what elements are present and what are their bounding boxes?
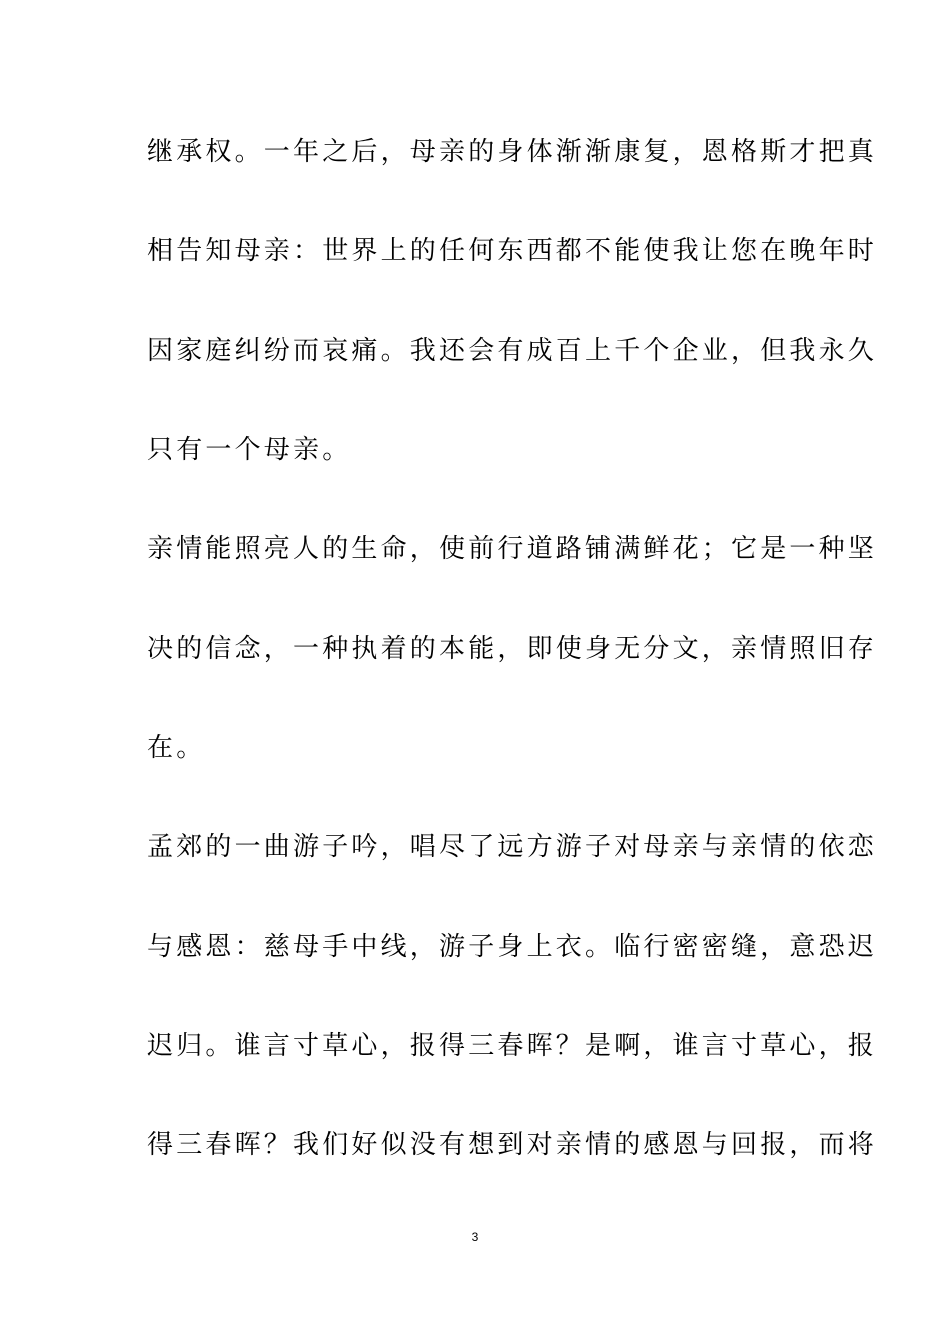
text-line-2: 相告知母亲：世界上的任何东西都不能使我让您在晚年时 xyxy=(147,236,878,266)
text-line-3: 因家庭纠纷而哀痛。我还会有成百上千个企业，但我永久 xyxy=(147,336,878,366)
text-line-9: 与感恩：慈母手中线，游子身上衣。临行密密缝，意恐迟 xyxy=(147,932,878,962)
text-line-5: 亲情能照亮人的生命，使前行道路铺满鲜花；它是一种坚 xyxy=(147,534,878,564)
text-line-1: 继承权。一年之后，母亲的身体渐渐康复，恩格斯才把真 xyxy=(147,137,878,167)
text-line-6: 决的信念，一种执着的本能，即使身无分文，亲情照旧存 xyxy=(147,634,878,664)
text-line-7: 在。 xyxy=(147,733,206,763)
text-line-11: 得三春晖？我们好似没有想到对亲情的感恩与回报，而将 xyxy=(147,1130,878,1160)
text-line-8: 孟郊的一曲游子吟，唱尽了远方游子对母亲与亲情的依恋 xyxy=(147,832,878,862)
text-line-10: 迟归。谁言寸草心，报得三春晖？是啊，谁言寸草心，报 xyxy=(147,1031,878,1061)
page-number: 3 xyxy=(471,1230,479,1244)
text-line-4: 只有一个母亲。 xyxy=(147,435,352,465)
